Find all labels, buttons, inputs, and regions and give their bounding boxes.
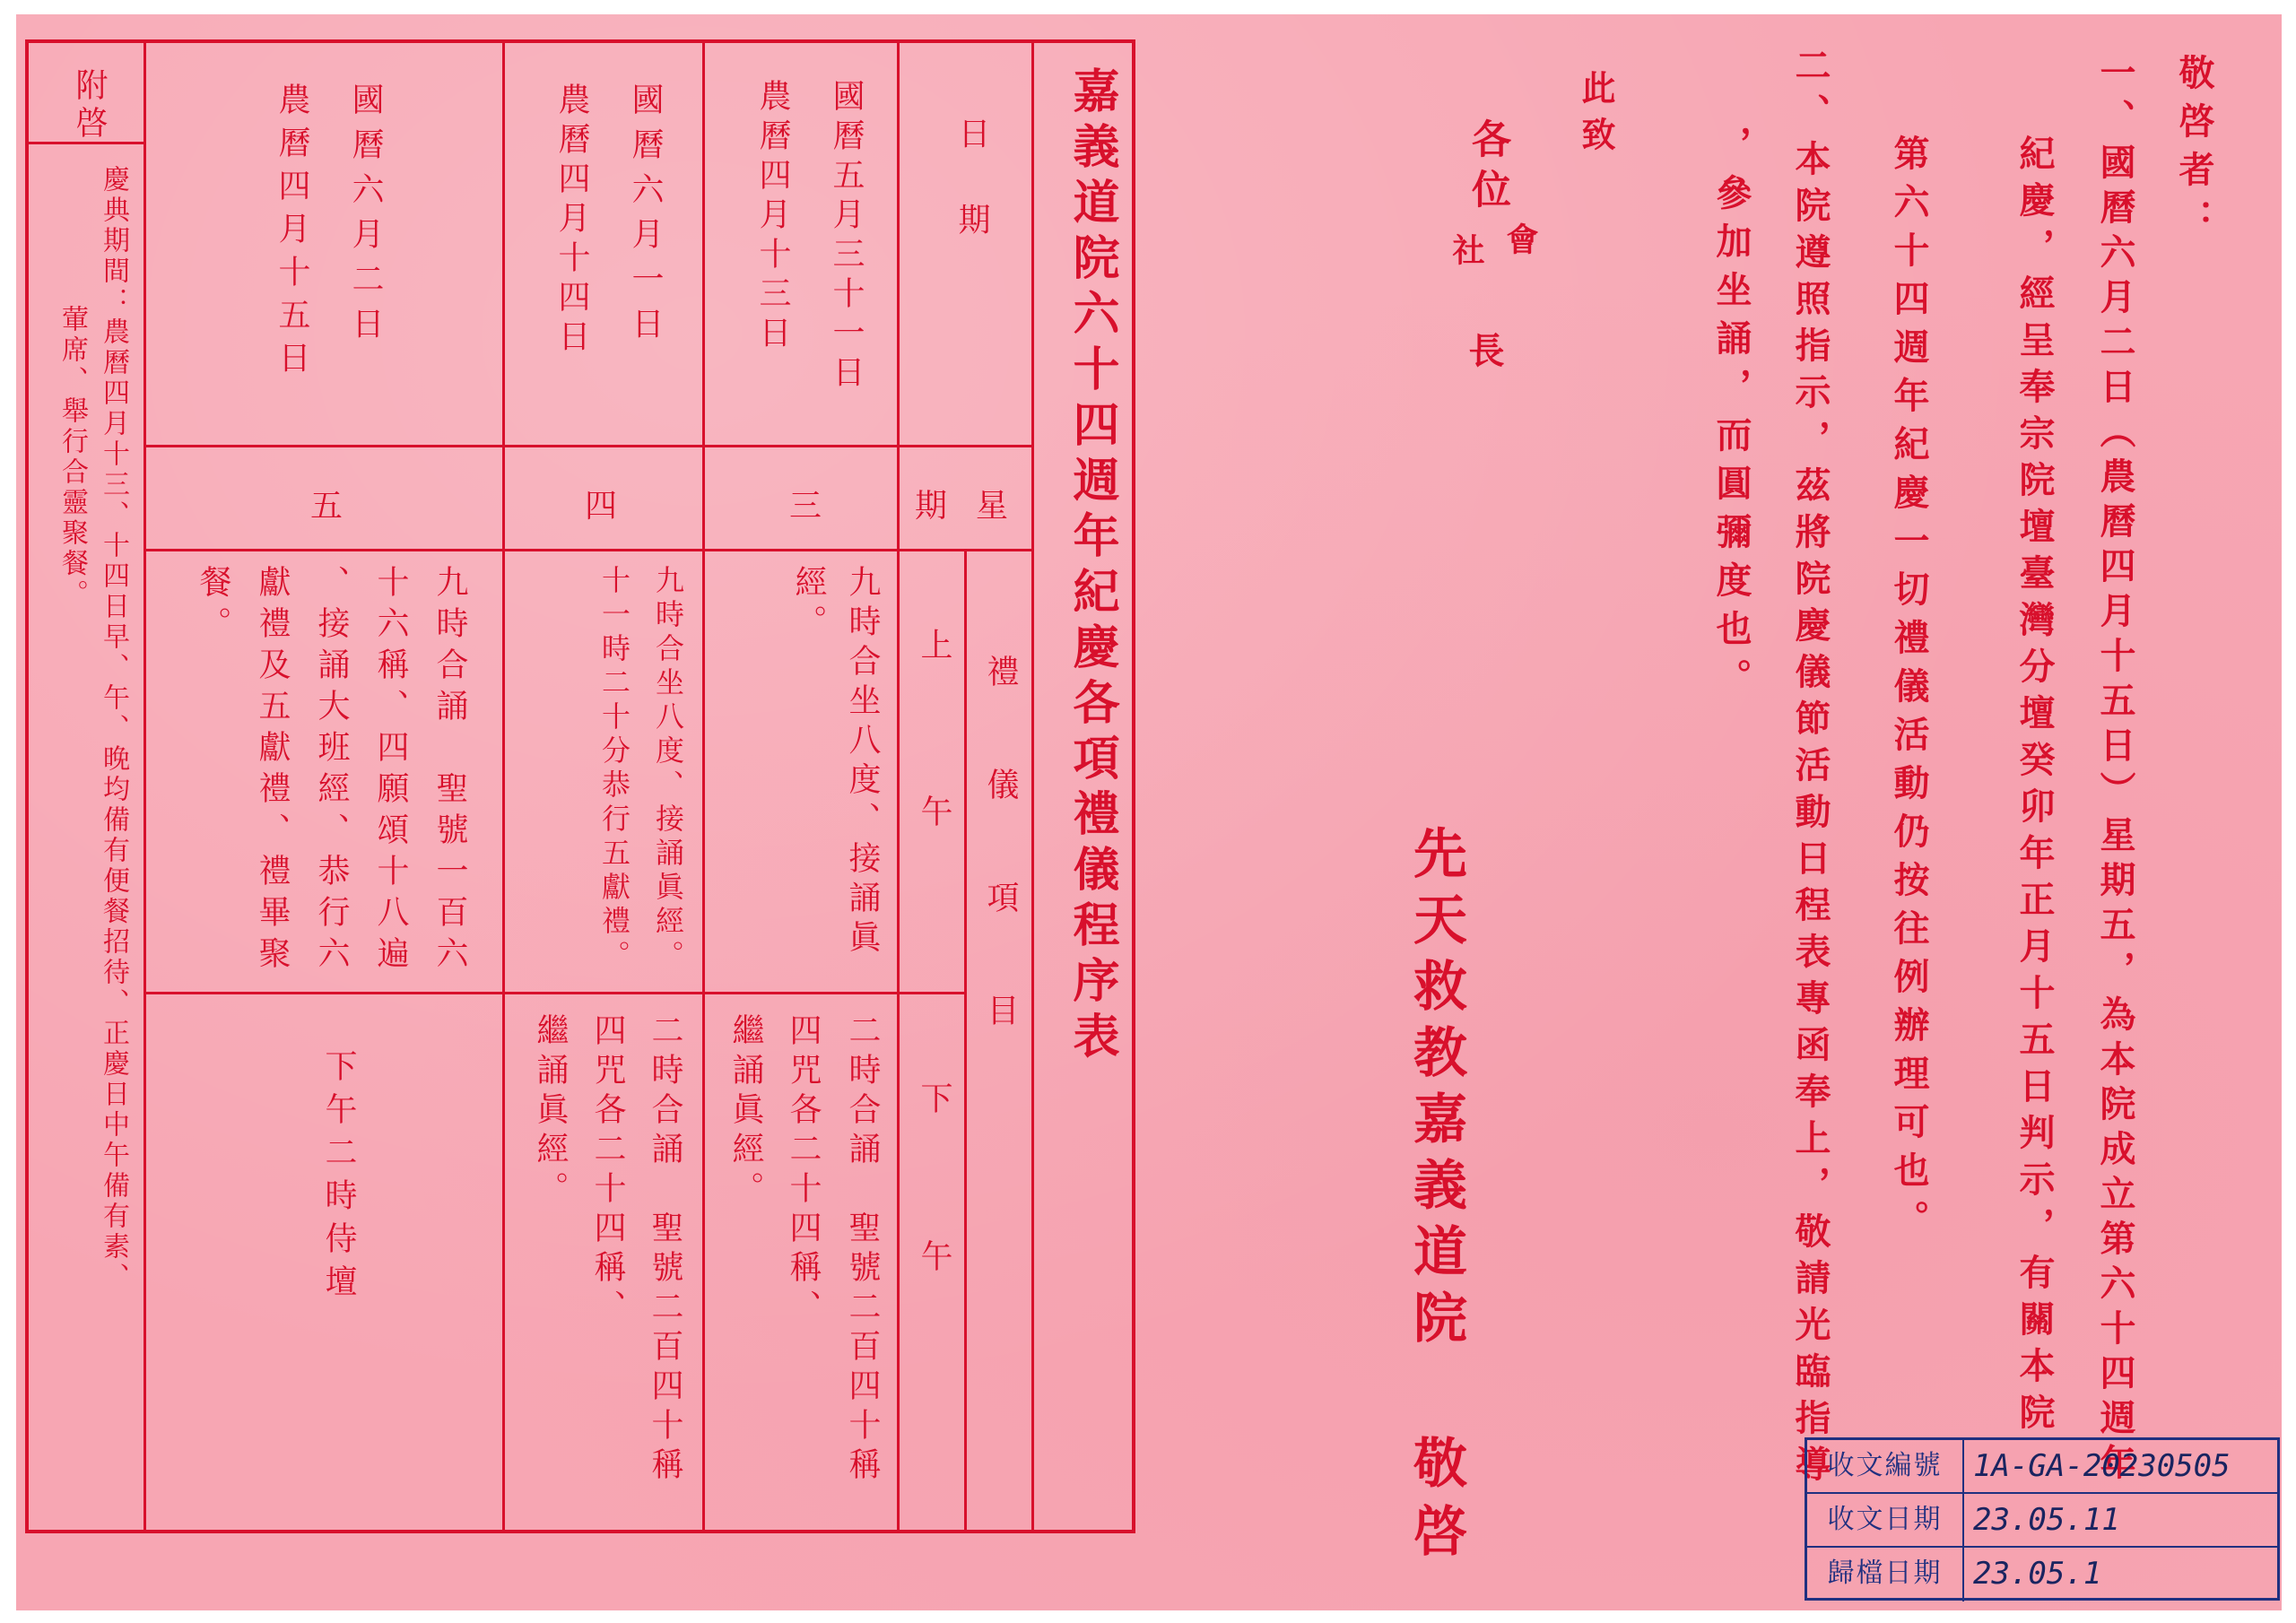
header-rites: 禮儀項目 xyxy=(982,655,1019,1107)
item2-line1: 二、本院遵照指示，茲將院慶儀節活動日程表專函奉上，敬請光臨指導 xyxy=(1789,47,1831,1492)
receipt-stamp xyxy=(1805,1437,2280,1601)
col1-morning-1: 九時合坐八度、接誦眞 xyxy=(844,565,881,959)
header-afternoon: 下午 xyxy=(916,1081,952,1397)
note-header: 附啓 xyxy=(71,68,108,143)
col2-afternoon-2: 四咒各二十四稱、 xyxy=(589,1013,626,1329)
col3-afternoon-1: 下午二時侍壇 xyxy=(320,1049,357,1307)
addressee-ge: 各 xyxy=(1465,118,1510,170)
respect-sign: 敬啓 xyxy=(1405,1435,1467,1571)
signature: 先天救教嘉義道院 xyxy=(1405,825,1467,1356)
stamp-value-receipt-no: 1A-GA-20230505 xyxy=(1973,1448,2231,1484)
addressee-hui: 會 xyxy=(1501,222,1539,267)
col1-afternoon-2: 四咒各二十四稱、 xyxy=(785,1013,822,1329)
table-title: 嘉義道院六十四週年紀慶各項禮儀程序表 xyxy=(1065,66,1119,1067)
stamp-row-receipt-date xyxy=(1807,1494,2277,1548)
col3-lunar: 農曆四月十五日 xyxy=(274,82,310,384)
header-weekday-xing: 星 xyxy=(976,488,1016,525)
item2-line2: ，參加坐誦，而圓彌度也。 xyxy=(1710,126,1752,707)
col2-morning-2: 十一時二十分恭行五獻禮。 xyxy=(597,565,631,974)
col3-morning-5: 餐。 xyxy=(195,565,231,647)
col2-gregorian: 國曆六月一日 xyxy=(627,82,664,352)
col1-afternoon-1: 二時合誦 聖號二百四十稱 xyxy=(844,1013,881,1487)
item1-line2: 紀慶，經呈奉宗院壇臺灣分壇癸卯年正月十五日判示，有關本院 xyxy=(2013,135,2056,1440)
header-morning: 上午 xyxy=(916,628,952,961)
col1-afternoon-3: 繼誦眞經。 xyxy=(727,1013,764,1211)
note-line2: 葷席、舉行合靈聚餐。 xyxy=(57,305,88,610)
col3-morning-3: 、接誦大班經、恭行六 xyxy=(313,565,350,977)
col3-morning-1: 九時合誦 聖號一百六 xyxy=(431,565,468,977)
stamp-row-file-date xyxy=(1807,1548,2277,1601)
stamp-label-receipt-no: 收文編號 xyxy=(1807,1440,1964,1492)
stamp-label-receipt-date: 收文日期 xyxy=(1807,1494,1964,1546)
item1-line1: 一、國曆六月二日（農曆四月十五日）星期五，為本院成立第六十四週年 xyxy=(2094,54,2136,1488)
col1-morning-2: 經。 xyxy=(790,565,827,644)
col3-gregorian: 國曆六月二日 xyxy=(347,82,384,352)
note-line1: 慶典期間：農曆四月十三、十四日早、午、晚均備有便餐招待、正慶日中午備有素、 xyxy=(98,165,129,1293)
addressee-wei: 位 xyxy=(1465,169,1510,221)
col3-morning-4: 獻禮及五獻禮、禮畢聚 xyxy=(254,565,291,977)
col2-afternoon-1: 二時合誦 聖號二百四十稱 xyxy=(647,1013,683,1487)
item1-line3: 第六十四週年紀慶一切禮儀活動仍按往例辦理可也。 xyxy=(1888,135,1930,1248)
stamp-row-receipt-no xyxy=(1807,1440,2277,1494)
header-date: 日期 xyxy=(953,117,990,289)
stamp-value-receipt-date: 23.05.11 xyxy=(1973,1502,2120,1538)
addressee-she: 社 xyxy=(1448,233,1485,278)
col1-weekday: 三 xyxy=(789,488,830,525)
col2-morning-1: 九時合坐八度、接誦眞經。 xyxy=(651,565,685,974)
col2-afternoon-3: 繼誦眞經。 xyxy=(532,1013,569,1211)
closing: 此致 xyxy=(1576,70,1616,163)
col2-weekday: 四 xyxy=(585,488,625,525)
stamp-label-file-date: 歸檔日期 xyxy=(1807,1548,1964,1601)
col3-weekday: 五 xyxy=(310,488,351,525)
col1-lunar: 農曆四月十三日 xyxy=(754,79,791,355)
stamp-value-file-date: 23.05.1 xyxy=(1973,1556,2102,1592)
salutation: 敬啓者： xyxy=(2173,54,2215,247)
col1-gregorian: 國曆五月三十一日 xyxy=(828,79,865,395)
col2-lunar: 農曆四月十四日 xyxy=(553,82,590,359)
header-weekday-qi: 期 xyxy=(915,488,955,525)
col3-morning-2: 十六稱、四願頌十八遍 xyxy=(372,565,409,977)
addressee-zhang: 長 xyxy=(1463,332,1505,380)
